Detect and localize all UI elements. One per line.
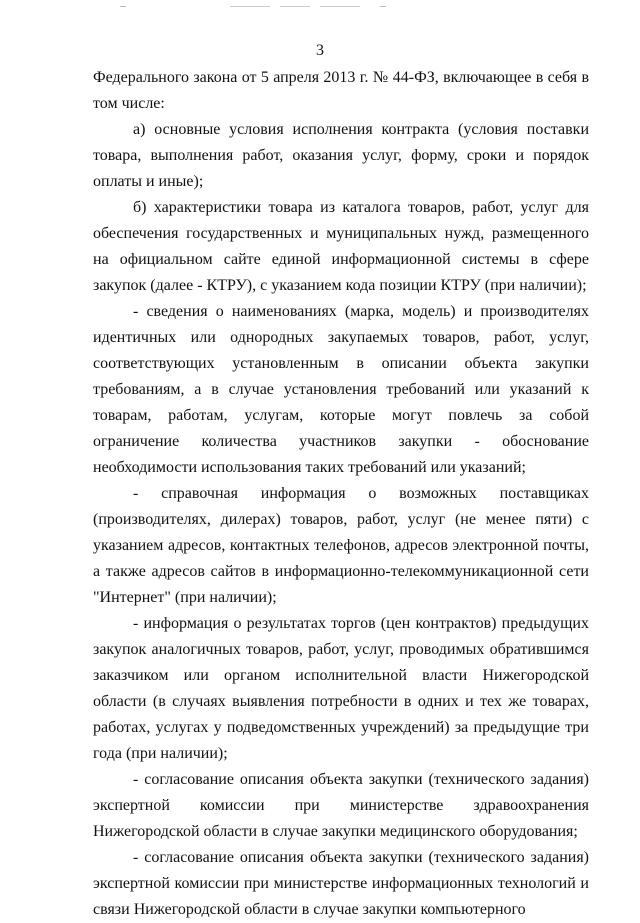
document-body <box>93 65 589 923</box>
scan-artifacts <box>120 2 460 18</box>
paragraph-health-approval: - согласование описания объекта закупки (технического задания) экспертной комиссии при министерстве здравоохранения Нижегородской области в случае закупки медицинского оборудования; <box>93 771 589 840</box>
paragraph-item-a: а) основные условия исполнения контракта (условия поставки товара, выполнения работ, оказания услуг, форму, сроки и порядок оплаты и иные); <box>93 121 589 190</box>
page-number: 3 <box>316 42 324 59</box>
paragraph-suppliers: - справочная информация о возможных поставщиках (производителях, дилерах) товаров, работ, услуг (не менее пяти) с указанием адресов, контактных телефонов, адресов электронной почты, а также адресов сайтов в информационно-телекоммуникационной сети "Интернет" (при наличии); <box>93 485 589 606</box>
paragraph-item-b: б) характеристики товара из каталога товаров, работ, услуг для обеспечения государственных и муниципальных нужд, размещенного на официальном сайте единой информационной системы в сфере закупок (далее - КТРУ), с указанием кода позиции КТРУ (при наличии); <box>93 199 589 294</box>
paragraph-previous-procurements: - информация о результатах торгов (цен контрактов) предыдущих закупок аналогичных товаров, работ, услуг, проводимых обратившимся заказчиком или органом исполнительной власти Нижегородской области (в случаях выявления потребности в одних и тех же товарах, работах, услугах у подведомственных учреждений) за предыдущие три года (при наличии); <box>93 615 589 762</box>
paragraph-intro: Федерального закона от 5 апреля 2013 г. № 44-ФЗ, включающее в себя в том числе: <box>93 69 589 112</box>
paragraph-manufacturers: - сведения о наименованиях (марка, модель) и производителях идентичных или однородных закупаемых товаров, работ, услуг, соответствующих установленным в описании объекта закупки требованиям, а в случае установления требований или указаний к товарам, работам, услугам, которые могут повлечь за собой ограничение количества участников закупки - обоснование необходимости использования таких требований или указаний; <box>93 303 589 476</box>
paragraph-it-approval: - согласование описания объекта закупки (технического задания) экспертной комиссии при министерстве информационных технологий и связи Нижегородской области в случае закупки компьютерного <box>93 849 589 918</box>
